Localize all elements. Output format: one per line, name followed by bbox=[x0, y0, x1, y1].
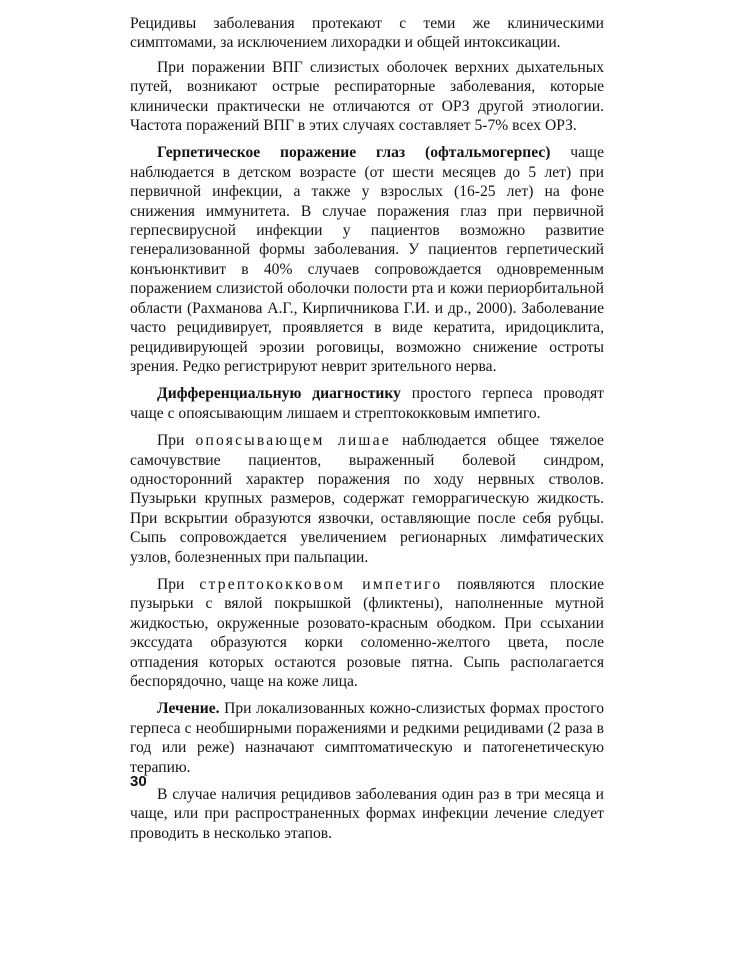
paragraph-text: чаще наблюдается в детском возрасте (от шести месяцев до 5 лет) при первичной инфекции, а также у взрослых (16-25 лет) на фоне снижения иммунитета. В случае поражения глаз при первичной герпесвирусной инфекции у пациентов возможно развитие генерализованной формы заболевания. У пациентов герпетический конъюнктивит в 40% случаев сопровождается одновременным поражением слизистой оболочки полости рта и кожи периорбитальной области (Рахманова А.Г., Кирпичникова Г.И. и др., 2000). Заболевание часто рецидивирует, проявляется в виде кератита, иридоциклита, рецидивирующей эрозии роговицы, возможно снижение остроты зрения. Редко регистрируют неврит зрительного нерва. bbox=[130, 144, 604, 375]
paragraph-stages bbox=[130, 785, 604, 843]
bold-term: Герпетическое поражение глаз (офтальмогерпес) bbox=[157, 144, 551, 162]
paragraph-differential bbox=[130, 384, 604, 423]
bold-term: Дифференциальную диагностику bbox=[157, 385, 401, 403]
spaced-term: стрептококковом импетиго bbox=[199, 575, 443, 593]
paragraph-text: При поражении ВПГ слизистых оболочек верхних дыхательных путей, возникают острые респираторные заболевания, которые клинически практически не отличаются от ОРЗ другой этиологии. Частота поражений ВПГ в этих случаях составляет 5-7% всех ОРЗ. bbox=[130, 58, 604, 135]
paragraph-respiratory bbox=[130, 58, 604, 136]
paragraph-ophthalmoherpes bbox=[130, 143, 604, 376]
paragraph-text: простого герпеса проводят чаще с опоясывающим лишаем и стрептококковым импетиго. bbox=[130, 385, 604, 422]
page-body bbox=[130, 14, 604, 851]
paragraph-text: В случае наличия рецидивов заболевания один раз в три месяца и чаще, или при распространенных формах инфекции лечение следует проводить в несколько этапов. bbox=[130, 786, 604, 842]
paragraph-treatment bbox=[130, 699, 604, 777]
bold-term: Лечение. bbox=[157, 700, 220, 718]
paragraph-text: наблюдается общее тяжелое самочувствие пациентов, выраженный болевой синдром, односторонний характер поражения по ходу нервных стволов. Пузырьки крупных размеров, содержат геморрагическую жидкость. При вскрытии образуются язвочки, оставляющие после себя рубцы. Сыпь сопровождается увеличением регионарных лимфатических узлов, болезненных при пальпации. bbox=[130, 432, 604, 566]
paragraph-text: появляются плоские пузырьки с вялой покрышкой (фликтены), наполненные мутной жидкостью, окруженные розовато-красным ободком. При ссыхании экссудата образуются корки соломенно-желтого цвета, после отпадения которых остаются розовые пятна. Сыпь располагается беспорядочно, чаще на коже лица. bbox=[130, 575, 605, 690]
paragraph-zoster bbox=[130, 431, 604, 567]
paragraph-text: При локализованных кожно-слизистых формах простого герпеса с необширными поражениями и редкими рецидивами (2 раза в год или реже) назначают симптоматическую и патогенетическую терапию. bbox=[130, 700, 604, 776]
paragraph-lead: При bbox=[157, 575, 200, 593]
paragraph-text: Рецидивы заболевания протекают с теми же клиническими симптомами, за исключением лихорадки и общей интоксикации. bbox=[130, 15, 604, 52]
paragraph-relapse bbox=[130, 14, 604, 53]
paragraph-lead: При bbox=[157, 432, 196, 450]
paragraph-impetigo bbox=[130, 575, 604, 691]
spaced-term: опоясывающем лишае bbox=[195, 432, 391, 450]
page-number: 30 bbox=[130, 773, 147, 790]
